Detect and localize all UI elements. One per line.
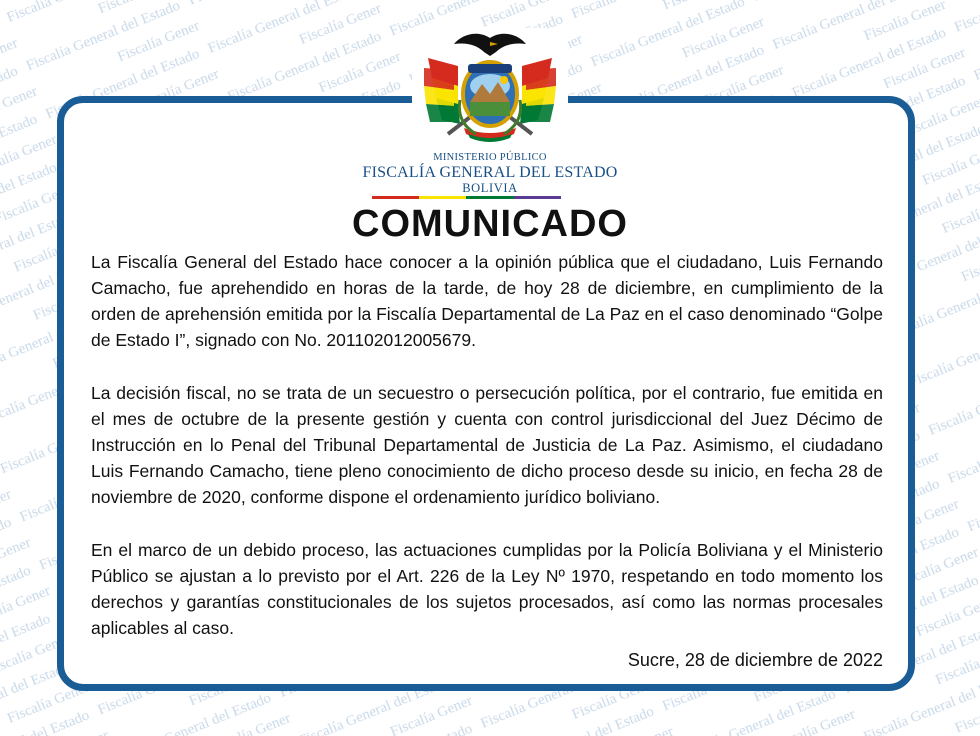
paragraph-3: En el marco de un debido proceso, las actuaciones cumplidas por la Policía Boliviana y el Ministerio Público se ajustan a lo previsto por el Art. 226 de la Ley Nº 1970, respetando en todo momento los derechos y garantías constitucionales de los sujetos procesados, así como las normas procesales aplicables al caso. <box>91 540 883 638</box>
paragraph-1: La Fiscalía General del Estado hace conocer a la opinión pública que el ciudadano, Luis Fernando Camacho, fue aprehendido en horas de la tarde, de hoy 28 de diciembre, en cumplimiento de la orden de aprehensión emitida por la Fiscalía Departamental de La Paz en el caso denominado “Golpe de Estado I”, signado con No. 201102012005679. <box>91 252 883 350</box>
paragraph-2: La decisión fiscal, no se trata de un secuestro o persecución política, por el contrario, fue emitida en el mes de octubre de la presente gestión y cuenta con control jurisdiccional del Juez Décimo de Instrucción en lo Penal del Tribunal Departamental de Justicia de La Paz. Asimismo, el ciudadano Luis Fernando Camacho, tiene pleno conocimiento de dicho proceso desde su inicio, en fecha 28 de noviembre de 2020, conforme dispone el ordenamiento jurídico boliviano. <box>91 383 883 507</box>
ministry-label: MINISTERIO PÚBLICO <box>433 152 547 163</box>
signature-date: Sucre, 28 de diciembre de 2022 <box>627 650 883 670</box>
bolivia-coat-of-arms-icon <box>418 30 562 154</box>
institution-name: FISCALÍA GENERAL DEL ESTADO <box>362 164 618 181</box>
tricolor-bar <box>372 196 608 199</box>
page-title: COMUNICADO <box>352 203 628 245</box>
country-name: BOLIVIA <box>462 181 518 195</box>
institution-logo-text <box>360 152 620 199</box>
communique-body <box>91 249 883 668</box>
